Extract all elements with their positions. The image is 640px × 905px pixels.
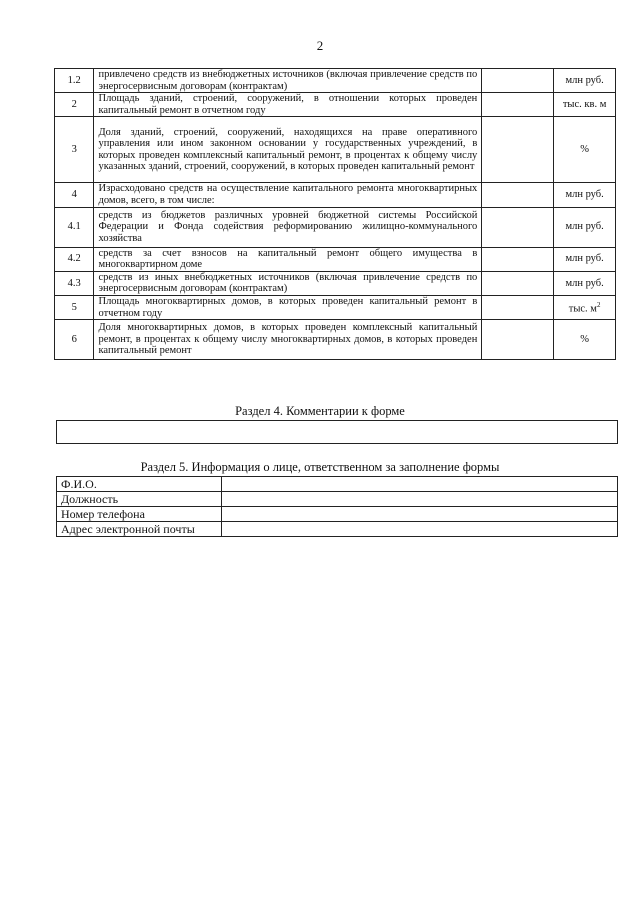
row-number-text: 2 [71, 98, 77, 110]
comment-field[interactable] [56, 420, 618, 444]
row-unit-text: тыс. кв. м [562, 98, 607, 110]
row-unit-text: млн руб. [565, 74, 604, 86]
row-description [94, 295, 482, 319]
row-unit-text: % [580, 333, 589, 345]
row-unit-text: тыс. м [568, 303, 597, 315]
row-number [55, 247, 94, 271]
row-unit [554, 69, 616, 93]
row-value-cell[interactable] [482, 117, 554, 183]
row-number [55, 207, 94, 247]
row-value-cell[interactable] [482, 207, 554, 247]
row-number [55, 183, 94, 207]
table-row [55, 247, 616, 271]
contact-value-field[interactable] [222, 522, 618, 537]
row-description-text: Площадь многоквартирных домов, в которых проведен капитальный ремонт в отчетном году [98, 295, 478, 319]
table-row [55, 183, 616, 207]
table-row [55, 320, 616, 360]
row-value-cell[interactable] [482, 183, 554, 207]
row-description [94, 69, 482, 93]
contact-info-table [56, 476, 618, 537]
row-description [94, 320, 482, 360]
table-row [55, 207, 616, 247]
table-row [55, 93, 616, 117]
row-unit-text: % [580, 144, 589, 156]
unit-superscript: 2 [596, 300, 601, 309]
row-unit [554, 320, 616, 360]
contact-row [57, 492, 618, 507]
contact-label: Ф.И.О. [57, 477, 222, 492]
row-number-text: 4.3 [67, 277, 81, 289]
row-value-cell[interactable] [482, 320, 554, 360]
row-unit [554, 247, 616, 271]
row-number [55, 69, 94, 93]
row-number-text: 4.2 [67, 253, 81, 265]
row-description [94, 183, 482, 207]
row-number-text: 1.2 [67, 74, 81, 86]
row-unit [554, 93, 616, 117]
contact-value-field[interactable] [222, 492, 618, 507]
row-number [55, 117, 94, 183]
contact-value-field[interactable] [222, 477, 618, 492]
row-unit-text: млн руб. [565, 189, 604, 201]
row-description-text: Доля зданий, строений, сооружений, находящихся на праве оперативного управления или ином законном основании у государственных учреждений, в которых проведен комплексный капитальный ремонт, в процентах к общему числу указанных зданий, строений, сооружений, в которых проведен капитальный ремонт [98, 126, 478, 173]
row-number-text: 3 [71, 144, 77, 156]
row-description-text: Израсходовано средств на осуществление капитального ремонта многоквартирных домов, всего, в том числе: [98, 183, 478, 206]
row-unit-text: млн руб. [565, 221, 604, 233]
contact-row [57, 477, 618, 492]
contact-row [57, 507, 618, 522]
row-unit [554, 207, 616, 247]
row-unit [554, 183, 616, 207]
indicators-table [54, 68, 616, 360]
row-number [55, 271, 94, 295]
row-description-text: средств за счет взносов на капитальный ремонт общего имущества в многоквартирном доме [98, 247, 478, 271]
row-number-text: 4 [71, 189, 77, 201]
row-description [94, 207, 482, 247]
table-row [55, 295, 616, 319]
row-description-text: привлечено средств из внебюджетных источников (включая привлечение средств по энергосервисным договорам (контрактам) [98, 69, 478, 92]
contact-label: Адрес электронной почты [57, 522, 222, 537]
row-value-cell[interactable] [482, 93, 554, 117]
row-number [55, 295, 94, 319]
row-description [94, 271, 482, 295]
page-number: 2 [316, 38, 324, 53]
row-description-text: Доля многоквартирных домов, в которых проведен комплексный капитальный ремонт, в процентах к общему числу многоквартирных домов, в которых проведен капитальный ремонт [98, 322, 478, 357]
row-unit [554, 271, 616, 295]
section5-title: Раздел 5. Информация о лице, ответственном за заполнение формы [140, 460, 500, 474]
row-description [94, 247, 482, 271]
contact-label: Должность [57, 492, 222, 507]
row-number-text: 4.1 [67, 221, 81, 233]
table-row [55, 271, 616, 295]
table-row [55, 69, 616, 93]
row-unit [554, 117, 616, 183]
section4-title: Раздел 4. Комментарии к форме [235, 404, 405, 418]
row-description [94, 117, 482, 183]
row-unit-text: млн руб. [565, 277, 604, 289]
contact-value-field[interactable] [222, 507, 618, 522]
row-value-cell[interactable] [482, 295, 554, 319]
contact-label: Номер телефона [57, 507, 222, 522]
row-number [55, 320, 94, 360]
row-description-text: Площадь зданий, строений, сооружений, в отношении которых проведен капитальный ремонт в отчетном году [98, 93, 478, 116]
row-value-cell[interactable] [482, 271, 554, 295]
row-description-text: средств из иных внебюджетных источников (включая привлечение средств по энергосервисным договорам (контрактам) [98, 271, 478, 295]
row-number [55, 93, 94, 117]
row-number-text: 6 [71, 333, 77, 345]
table-row [55, 117, 616, 183]
row-number-text: 5 [71, 301, 77, 313]
row-unit [554, 295, 616, 319]
row-unit-text: млн руб. [565, 253, 604, 265]
row-value-cell[interactable] [482, 247, 554, 271]
row-description [94, 93, 482, 117]
contact-row [57, 522, 618, 537]
row-description-text: средств из бюджетов различных уровней бюджетной системы Российской Федерации и Фонда содействия реформированию жилищно-коммунального хозяйства [98, 209, 478, 244]
row-value-cell[interactable] [482, 69, 554, 93]
